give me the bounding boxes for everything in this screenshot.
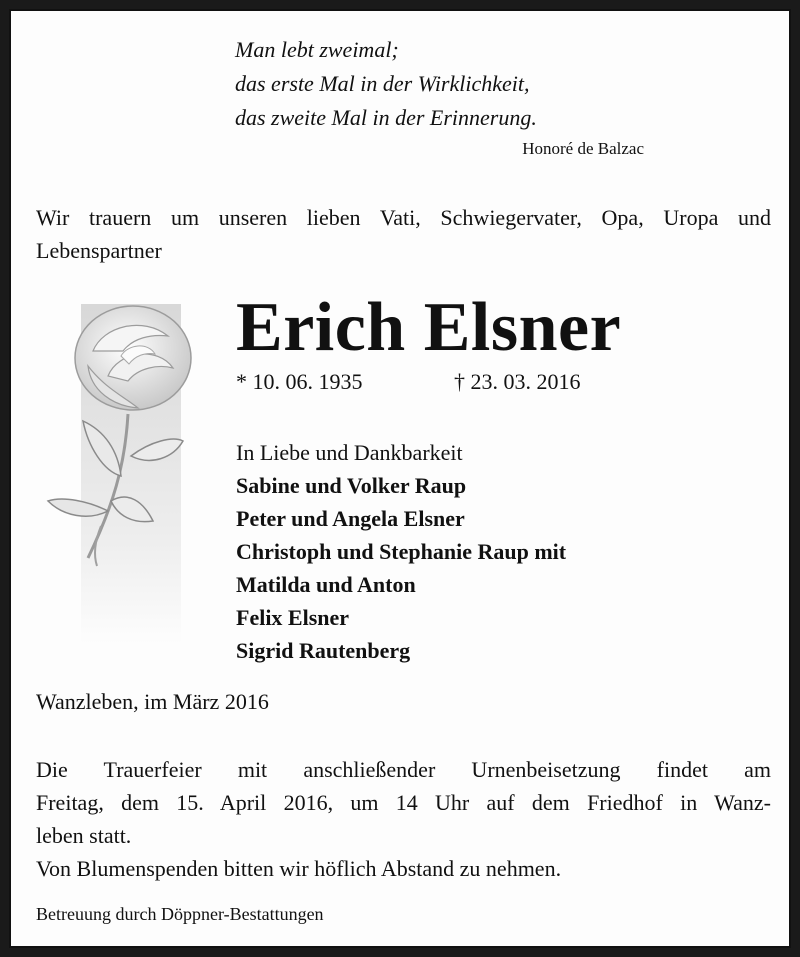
- service-line: Die Trauerfeier mit anschließender Urnenbeisetzung findet am: [36, 757, 771, 782]
- quote-author: Honoré de Balzac: [522, 139, 644, 158]
- family-heading: In Liebe und Dankbarkeit: [236, 440, 463, 465]
- family-member: Sigrid Rautenberg: [236, 638, 411, 663]
- deceased-name: Erich Elsner: [236, 289, 622, 366]
- family-member: Felix Elsner: [236, 605, 350, 630]
- death-date: † 23. 03. 2016: [454, 369, 581, 394]
- obituary-card: [9, 9, 791, 948]
- quote-line: Man lebt zweimal;: [235, 37, 399, 62]
- family-member: Sabine und Volker Raup: [236, 473, 467, 498]
- service-line: leben statt.: [36, 823, 132, 848]
- service-info: [36, 753, 771, 885]
- funeral-home-credit: Betreuung durch Döppner-Bestattungen: [36, 904, 324, 924]
- quote-line: das zweite Mal in der Erinnerung.: [235, 105, 537, 130]
- service-line: Von Blumenspenden bitten wir höflich Abstand zu nehmen.: [36, 856, 562, 881]
- birth-date: * 10. 06. 1935: [236, 369, 363, 394]
- service-line: Freitag, dem 15. April 2016, um 14 Uhr auf dem Friedhof in Wanz-: [36, 790, 771, 815]
- quote-line: das erste Mal in der Wirklichkeit,: [235, 71, 530, 96]
- family-list: [236, 436, 566, 667]
- place-date: Wanzleben, im März 2016: [36, 689, 269, 714]
- intro-text: Wir trauern um unseren lieben Vati, Schwiegervater, Opa, Uropa und Lebenspartner: [36, 205, 771, 263]
- family-member: Matilda und Anton: [236, 572, 416, 597]
- rose-icon: [33, 296, 208, 666]
- quote: [235, 33, 537, 135]
- family-member: Peter und Angela Elsner: [236, 506, 465, 531]
- family-member: Christoph und Stephanie Raup mit: [236, 539, 567, 564]
